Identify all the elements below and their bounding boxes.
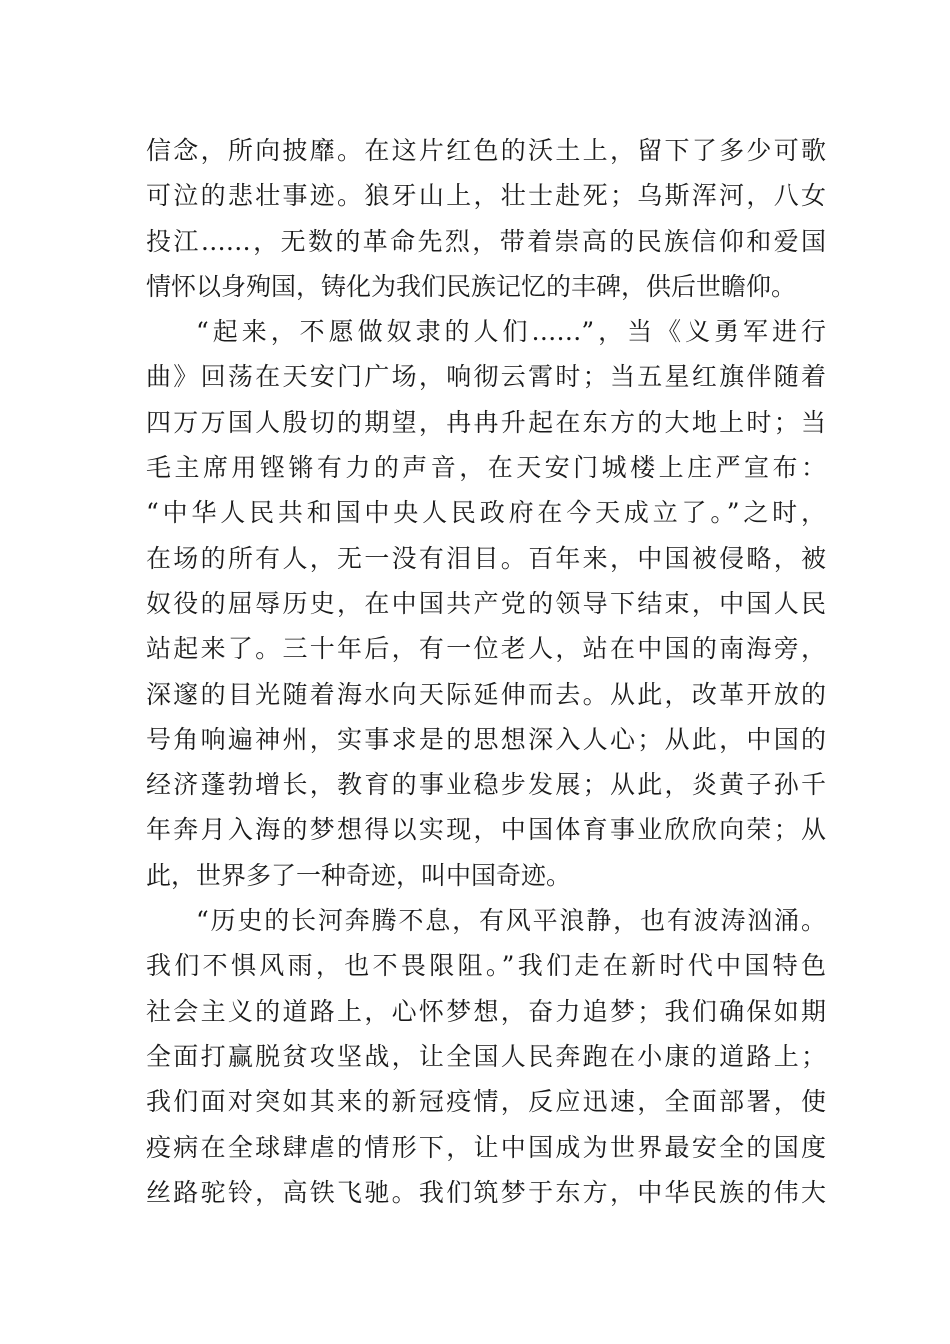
paragraph-start-line: “历史的长河奔腾不息，有风平浪静，也有波涛汹涌。 [196,906,826,936]
text-line: 我们不惧风雨，也不畏限阻。”我们走在新时代中国特色 [146,951,826,981]
text-line: 情怀以身殉国，铸化为我们民族记忆的丰碑，供后世瞻仰。 [146,271,797,301]
text-line: 深邃的目光随着海水向天际延伸而去。从此，改革开放的 [146,679,826,709]
paragraph-start-line: “起来，不愿做奴隶的人们……”，当《义勇军进行 [196,317,826,347]
text-line: 社会主义的道路上，心怀梦想，奋力追梦；我们确保如期 [146,996,826,1026]
text-line: 丝路驼铃，高铁飞驰。我们筑梦于东方，中华民族的伟大 [146,1177,826,1207]
text-line: 在场的所有人，无一没有泪目。百年来，中国被侵略，被 [146,543,826,573]
text-line: 年奔月入海的梦想得以实现，中国体育事业欣欣向荣；从 [146,815,826,845]
text-line: 毛主席用铿锵有力的声音，在天安门城楼上庄严宣布： [146,453,826,483]
text-line: 号角响遍神州，实事求是的思想深入人心；从此，中国的 [146,724,826,754]
text-line: 我们面对突如其来的新冠疫情，反应迅速，全面部署，使 [146,1087,826,1117]
text-line: 经济蓬勃增长，教育的事业稳步发展；从此，炎黄子孙千 [146,770,826,800]
text-line: 曲》回荡在天安门广场，响彻云霄时；当五星红旗伴随着 [146,362,826,392]
text-line: 四万万国人殷切的期望，冉冉升起在东方的大地上时；当 [146,407,826,437]
text-line: 此，世界多了一种奇迹，叫中国奇迹。 [146,860,572,890]
text-line: 奴役的屈辱历史，在中国共产党的领导下结束，中国人民 [146,588,826,618]
text-line: 投江……，无数的革命先烈，带着崇高的民族信仰和爱国 [146,226,826,256]
text-line: 可泣的悲壮事迹。狼牙山上，壮士赴死；乌斯浑河，八女 [146,181,826,211]
text-line: 信念，所向披靡。在这片红色的沃土上，留下了多少可歌 [146,136,826,165]
body-text [146,128,826,1215]
text-line: 全面打赢脱贫攻坚战，让全国人民奔跑在小康的道路上； [146,1041,826,1071]
text-line: 疫病在全球肆虐的情形下，让中国成为世界最安全的国度 [146,1132,826,1162]
text-line: 站起来了。三十年后，有一位老人，站在中国的南海旁， [146,634,826,664]
text-line: “中华人民共和国中央人民政府在今天成立了。”之时， [146,498,826,528]
